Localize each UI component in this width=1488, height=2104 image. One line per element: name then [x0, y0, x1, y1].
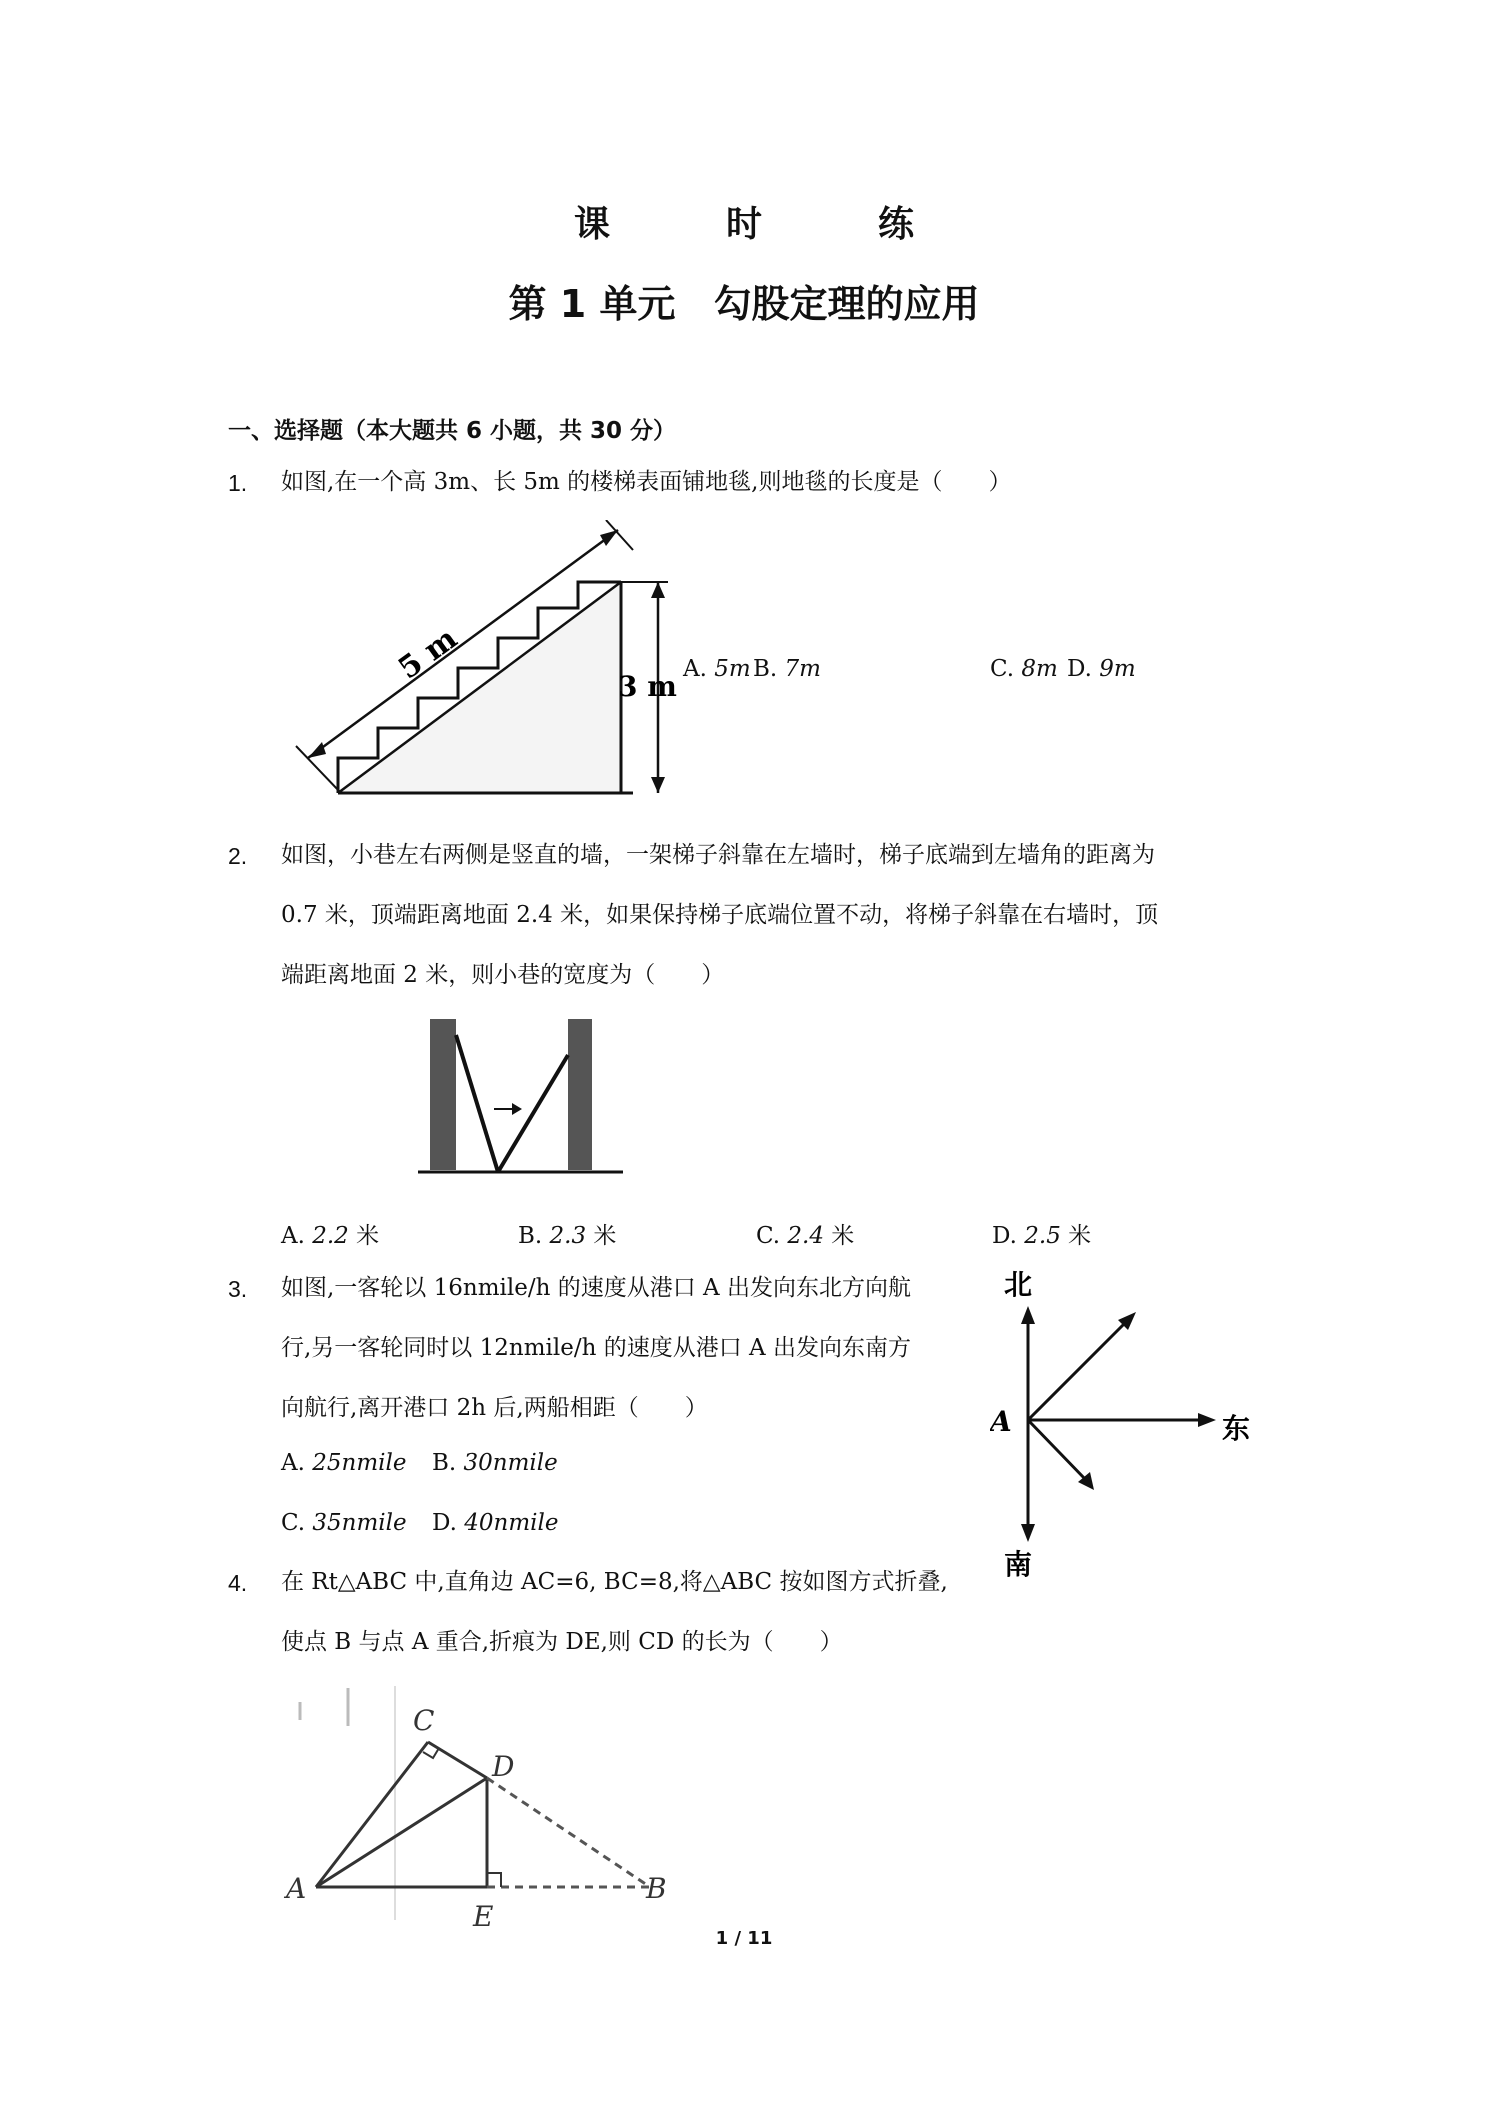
q2-option-b[interactable]: B. 2.3 米	[518, 1223, 617, 1249]
question-3-line-1: 如图,一客轮以 16nmile/h 的速度从港口 A 出发向东北方向航	[281, 1275, 911, 1301]
question-3-line-2: 行,另一客轮同时以 12nmile/h 的速度从港口 A 出发向东南方	[281, 1335, 911, 1361]
question-2-line-3: 端距离地面 2 米，则小巷的宽度为（ ）	[281, 962, 725, 988]
q1-option-b[interactable]: B. 7m	[753, 656, 821, 682]
east-label: 东	[1222, 1412, 1251, 1445]
q2-option-d[interactable]: D. 2.5 米	[992, 1223, 1092, 1249]
section-heading: 一、选择题（本大题共 6 小题，共 30 分）	[228, 418, 677, 444]
vertex-c-label: C	[413, 1704, 435, 1737]
vertex-e-label: E	[473, 1900, 494, 1933]
staircase-figure	[288, 520, 678, 810]
q1-option-a[interactable]: A. 5m	[683, 656, 751, 682]
question-4-line-2: 使点 B 与点 A 重合,折痕为 DE,则 CD 的长为（ ）	[281, 1629, 843, 1655]
staircase-slant-label: 5 m	[392, 621, 464, 687]
question-2-line-1: 如图，小巷左右两侧是竖直的墙，一架梯子斜靠在左墙时，梯子底端到左墙角的距离为	[281, 842, 1155, 868]
q2-option-a[interactable]: A. 2.2 米	[281, 1223, 380, 1249]
alley-ladder-figure	[418, 1015, 628, 1175]
staircase-height-label: 3 m	[618, 670, 677, 703]
compass-figure	[990, 1260, 1270, 1585]
page-title: 课 时 练	[573, 204, 954, 245]
question-4-number: 4.	[228, 1570, 248, 1596]
question-4-line-1: 在 Rt△ABC 中,直角边 AC=6, BC=8,将△ABC 按如图方式折叠,	[281, 1569, 948, 1595]
q2-option-c[interactable]: C. 2.4 米	[756, 1223, 855, 1249]
question-3-line-3: 向航行,离开港口 2h 后,两船相距（ ）	[281, 1395, 708, 1421]
q3-option-b[interactable]: B. 30nmile	[432, 1450, 558, 1476]
south-label: 南	[1004, 1548, 1033, 1581]
q3-option-a[interactable]: A. 25nmile	[281, 1450, 407, 1476]
q3-option-d[interactable]: D. 40nmile	[432, 1510, 559, 1536]
question-2-line-2: 0.7 米，顶端距离地面 2.4 米，如果保持梯子底端位置不动，将梯子斜靠在右墙时，顶	[281, 902, 1159, 928]
q1-option-c[interactable]: C. 8m	[990, 656, 1058, 682]
question-3-number: 3.	[228, 1276, 248, 1302]
vertex-a-label: A	[286, 1872, 307, 1905]
vertex-d-label: D	[492, 1750, 515, 1783]
q3-option-c[interactable]: C. 35nmile	[281, 1510, 407, 1536]
page-number: 1 / 11	[715, 1928, 773, 1949]
question-2-number: 2.	[228, 843, 248, 869]
question-1-text: 如图,在一个高 3m、长 5m 的楼梯表面铺地毯,则地毯的长度是（ ）	[281, 469, 1012, 495]
north-label: 北	[1004, 1268, 1033, 1301]
q1-option-d[interactable]: D. 9m	[1067, 656, 1136, 682]
unit-title: 第 1 单元 勾股定理的应用	[508, 282, 980, 326]
vertex-b-label: B	[646, 1872, 667, 1905]
point-a-label: A	[990, 1405, 1012, 1438]
fold-triangle-figure	[280, 1680, 700, 1940]
question-1-number: 1.	[228, 470, 248, 496]
